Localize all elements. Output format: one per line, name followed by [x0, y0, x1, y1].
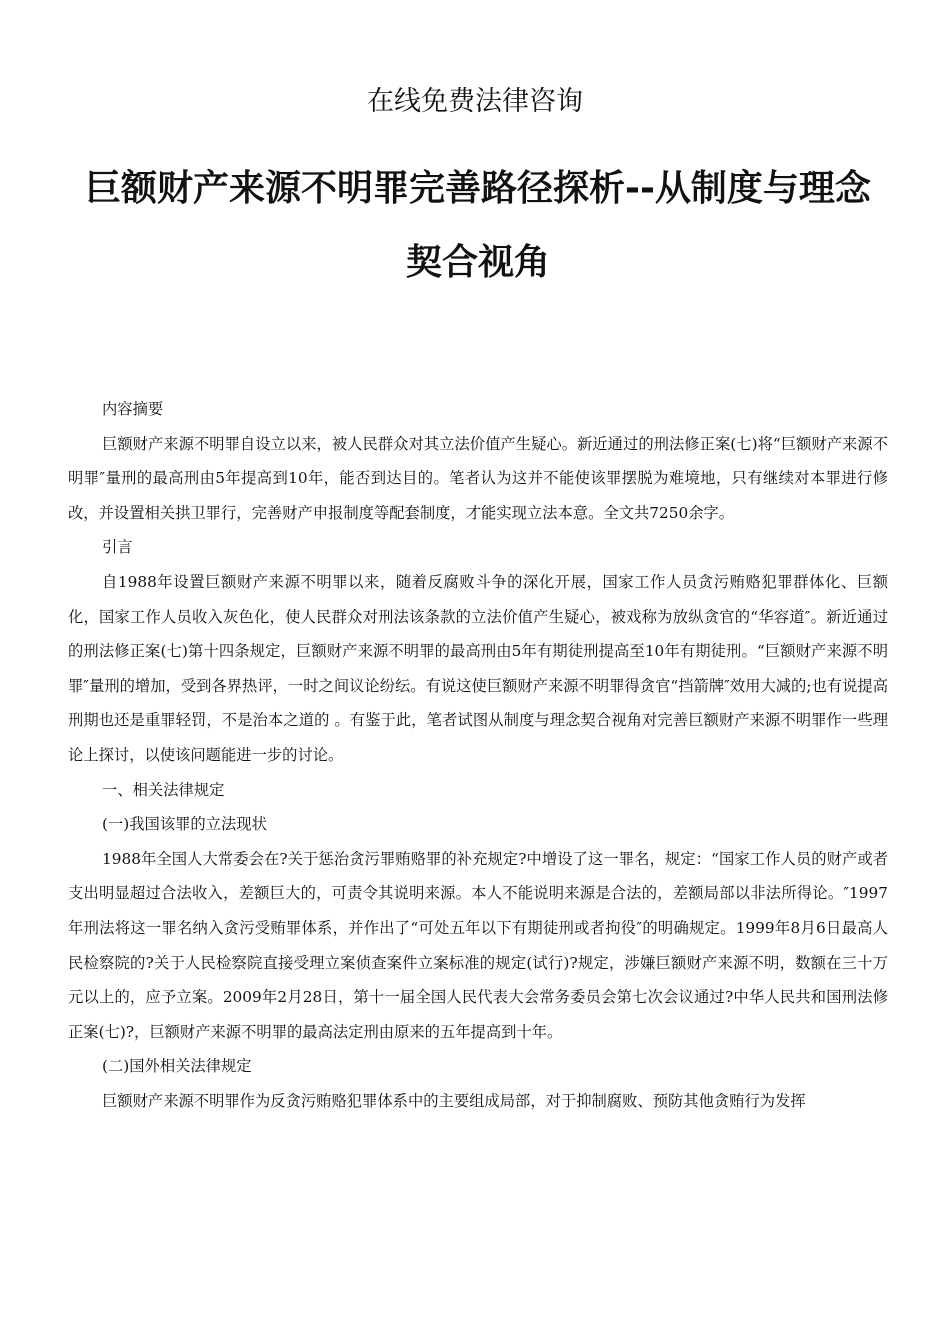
- subsection-heading-foreign: (二)国外相关法律规定: [102, 1057, 252, 1076]
- foreign-law-paragraph: 巨额财产来源不明罪作为反贪污贿赂犯罪体系中的主要组成局部，对于抑制腐败、预防其他贪贿行为发挥: [102, 1091, 806, 1110]
- intro-paragraph: 自1988年设置巨额财产来源不明罪以来，随着反腐败斗争的深化开展，国家工作人员贪污贿赂犯罪群体化、巨额化，国家工作人员收入灰色化，使人民群众对刑法该条款的立法价值产生疑心，被戏称为放纵贪官的“华容道″。新近通过的刑法修正案(七)第十四条规定，巨额财产来源不明罪的最高刑由5年有期徒刑提高至10年有期徒刑。“巨额财产来源不明罪″量刑的增加，受到各界热评，一时之间议论纷纭。有说这使巨额财产来源不明罪得贪官“挡箭牌″效用大减的;也有说提高刑期也还是重罪轻罚，不是治本之道的 。有鉴于此，笔者试图从制度与理念契合视角对完善巨额财产来源不明罪作一些理论上探讨，以使该问题能进一步的讨论。: [68, 572, 888, 764]
- document-title: 巨额财产来源不明罪完善路径探析--从制度与理念契合视角: [85, 168, 871, 283]
- subsection-heading-domestic: (一)我国该罪的立法现状: [102, 815, 267, 834]
- document-body: [68, 392, 888, 1118]
- abstract-label: 内容摘要: [102, 400, 164, 418]
- section-heading: 一、相关法律规定: [102, 780, 225, 799]
- domestic-law-paragraph: 1988年全国人大常委会在?关于惩治贪污罪贿赂罪的补充规定?中增设了这一罪名，规定：“国家工作人员的财产或者支出明显超过合法收入，差额巨大的，可责令其说明来源。本人不能说明来源是合法的，差额局部以非法所得论。″1997年刑法将这一罪名纳入贪污受贿罪体系，并作出了“可处五年以下有期徒刑或者拘役″的明确规定。1999年8月6日最高人民检察院的?关于人民检察院直接受理立案侦查案件立案标准的规定(试行)?规定，涉嫌巨额财产来源不明，数额在三十万元以上的，应予立案。2009年2月28日，第十一届全国人民代表大会常务委员会第七次会议通过?中华人民共和国刑法修正案(七)?，巨额财产来源不明罪的最高法定刑由原来的五年提高到十年。: [68, 849, 888, 1041]
- intro-label: 引言: [102, 538, 133, 557]
- page-header: 在线免费法律咨询: [367, 86, 583, 117]
- abstract-paragraph: 巨额财产来源不明罪自设立以来，被人民群众对其立法价值产生疑心。新近通过的刑法修正案(七)将“巨额财产来源不明罪″量刑的最高刑由5年提高到10年，能否到达目的。笔者认为这并不能使该罪摆脱为难境地，只有继续对本罪进行修改，并设置相关拱卫罪行，完善财产申报制度等配套制度，才能实现立法本意。全文共7250余字。: [68, 434, 888, 522]
